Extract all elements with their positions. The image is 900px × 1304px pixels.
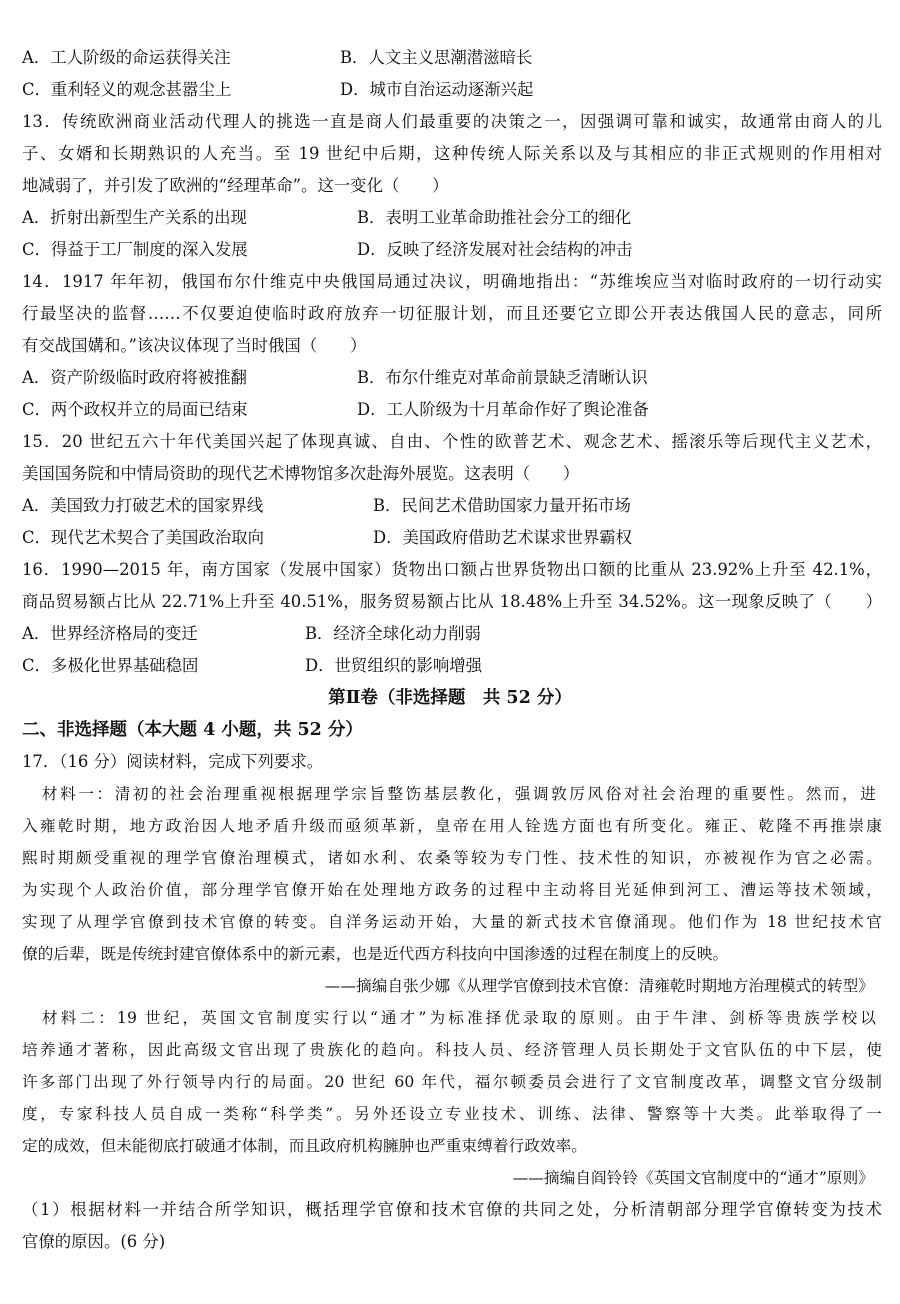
q12-option-c: C．重利轻义的观念甚嚣尘上 (22, 80, 232, 99)
material1-line-2: 入雍乾时期，地方政治因人地矛盾升级而亟须革新，皇帝在用人铨选方面也有所变化。雍正、乾隆不再推崇康 (22, 817, 882, 835)
q13-stem-line-3: 地减弱了，并引发了欧洲的“经理革命”。这一变化（ ） (22, 176, 449, 195)
q14-stem-line-3: 有交战国媾和。”该决议体现了当时俄国（ ） (22, 336, 367, 355)
material1-source: ——摘编自张少娜《从理学官僚到技术官僚：清雍乾时期地方治理模式的转型》 (324, 977, 874, 995)
q12-option-b: B．人文主义思潮潜滋暗长 (340, 48, 533, 67)
q13-stem-line-1: 13．传统欧洲商业活动代理人的挑选一直是商人们最重要的决策之一，因强调可靠和诚实，故通常由商人的儿 (22, 112, 882, 131)
q14-option-c: C．两个政权并立的局面已结束 (22, 400, 248, 419)
q16-option-d: D．世贸组织的影响增强 (305, 656, 483, 675)
q15-option-d: D．美国政府借助艺术谋求世界霸权 (373, 528, 632, 547)
q13-option-d: D．反映了经济发展对社会结构的冲击 (357, 240, 633, 259)
q16-option-c: C．多极化世界基础稳固 (22, 656, 199, 675)
q13-option-a: A．折射出新型生产关系的出现 (22, 208, 247, 227)
q15-option-c: C．现代艺术契合了美国政治取向 (22, 528, 265, 547)
material1-line-4: 为实现个人政治价值，部分理学官僚开始在处理地方政务的过程中主动将目光延伸到河工、漕运等技术领域， (22, 881, 882, 899)
section2-heading: 二、非选择题（本大题 4 小题，共 52 分） (22, 720, 363, 740)
material1-line-3: 熙时期颇受重视的理学官僚治理模式，诸如水利、农桑等较为专门性、技术性的知识，亦被视作为官之必需。 (22, 849, 882, 867)
material1-line-1: 材料一：清初的社会治理重视根据理学宗旨整饬基层教化，强调敦厉风俗对社会治理的重要性。然而，进 (42, 785, 876, 803)
q17-part1-line-1: （1）根据材料一并结合所学知识，概括理学官僚和技术官僚的共同之处，分析清朝部分理学官僚转变为技术 (22, 1200, 882, 1219)
q15-stem-line-1: 15．20 世纪五六十年代美国兴起了体现真诚、自由、个性的欧普艺术、观念艺术、摇滚乐等后现代主义艺术， (22, 432, 882, 451)
q16-stem-line-2: 商品贸易额占比从 22.71%上升至 40.51%，服务贸易额占比从 18.48%上升至 34.52%。这一现象反映了（ ） (22, 592, 882, 611)
material2-line-3: 许多部门出现了外行领导内行的局面。20 世纪 60 年代，福尔顿委员会进行了文官制度改革，调整文官分级制 (22, 1073, 882, 1091)
material2-source: ——摘编自阎铃铃《英国文官制度中的“通才”原则》 (512, 1169, 874, 1187)
q16-option-a: A．世界经济格局的变迁 (22, 624, 198, 643)
q14-option-d: D．工人阶级为十月革命作好了舆论准备 (357, 400, 649, 419)
material2-line-4: 度，专家科技人员自成一类称“科学类”。另外还设立专业技术、训练、法律、警察等十大类。此举取得了一 (22, 1105, 882, 1123)
q12-option-a: A．工人阶级的命运获得关注 (22, 48, 231, 67)
material1-line-6: 僚的后辈，既是传统封建官僚体系中的新元素，也是近代西方科技向中国渗透的过程在制度上的反映。 (22, 945, 729, 963)
q14-stem-line-2: 行最坚决的监督……不仅要迫使临时政府放弃一切征服计划，而且还要它立即公开表达俄国人民的意志，同所 (22, 304, 882, 323)
material2-line-5: 定的成效，但未能彻底打破通才体制，而且政府机构臃肿也严重束缚着行政效率。 (22, 1137, 587, 1155)
q15-stem-line-2: 美国国务院和中情局资助的现代艺术博物馆多次赴海外展览。这表明（ ） (22, 464, 580, 483)
q12-option-d: D．城市自治运动逐渐兴起 (340, 80, 534, 99)
q16-stem-line-1: 16．1990—2015 年，南方国家（发展中国家）货物出口额占世界货物出口额的比重从 23.92%上升至 42.1%， (22, 560, 882, 579)
material1-line-5: 实现了从理学官僚到技术官僚的转变。自洋务运动开始，大量的新式技术官僚涌现。他们作为 18 世纪技术官 (22, 913, 882, 931)
q15-option-a: A．美国致力打破艺术的国家界线 (22, 496, 264, 515)
q14-stem-line-1: 14．1917 年年初，俄国布尔什维克中央俄国局通过决议，明确地指出：“苏维埃应当对临时政府的一切行动实 (22, 272, 882, 291)
q13-option-c: C．得益于工厂制度的深入发展 (22, 240, 248, 259)
q17-part1-line-2: 官僚的原因。(6 分) (22, 1232, 166, 1251)
part2-title: 第Ⅱ卷（非选择题 共 52 分） (328, 688, 572, 708)
q13-option-b: B．表明工业革命助推社会分工的细化 (357, 208, 632, 227)
q13-stem-line-2: 子、女婿和长期熟识的人充当。至 19 世纪中后期，这种传统人际关系以及与其相应的非正式规则的作用相对 (22, 144, 882, 163)
material2-line-1: 材料二：19 世纪，英国文官制度实行以“通才”为标准择优录取的原则。由于牛津、剑桥等贵族学校以 (42, 1009, 876, 1027)
q14-option-b: B．布尔什维克对革命前景缺乏清晰认识 (357, 368, 648, 387)
q17-intro: 17．（16 分）阅读材料，完成下列要求。 (22, 752, 323, 771)
material2-line-2: 培养通才著称，因此高级文官出现了贵族化的趋向。科技人员、经济管理人员长期处于文官队伍的中下层，使 (22, 1041, 882, 1059)
q14-option-a: A．资产阶级临时政府将被推翻 (22, 368, 247, 387)
q15-option-b: B．民间艺术借助国家力量开拓市场 (373, 496, 631, 515)
q16-option-b: B．经济全球化动力削弱 (305, 624, 481, 643)
